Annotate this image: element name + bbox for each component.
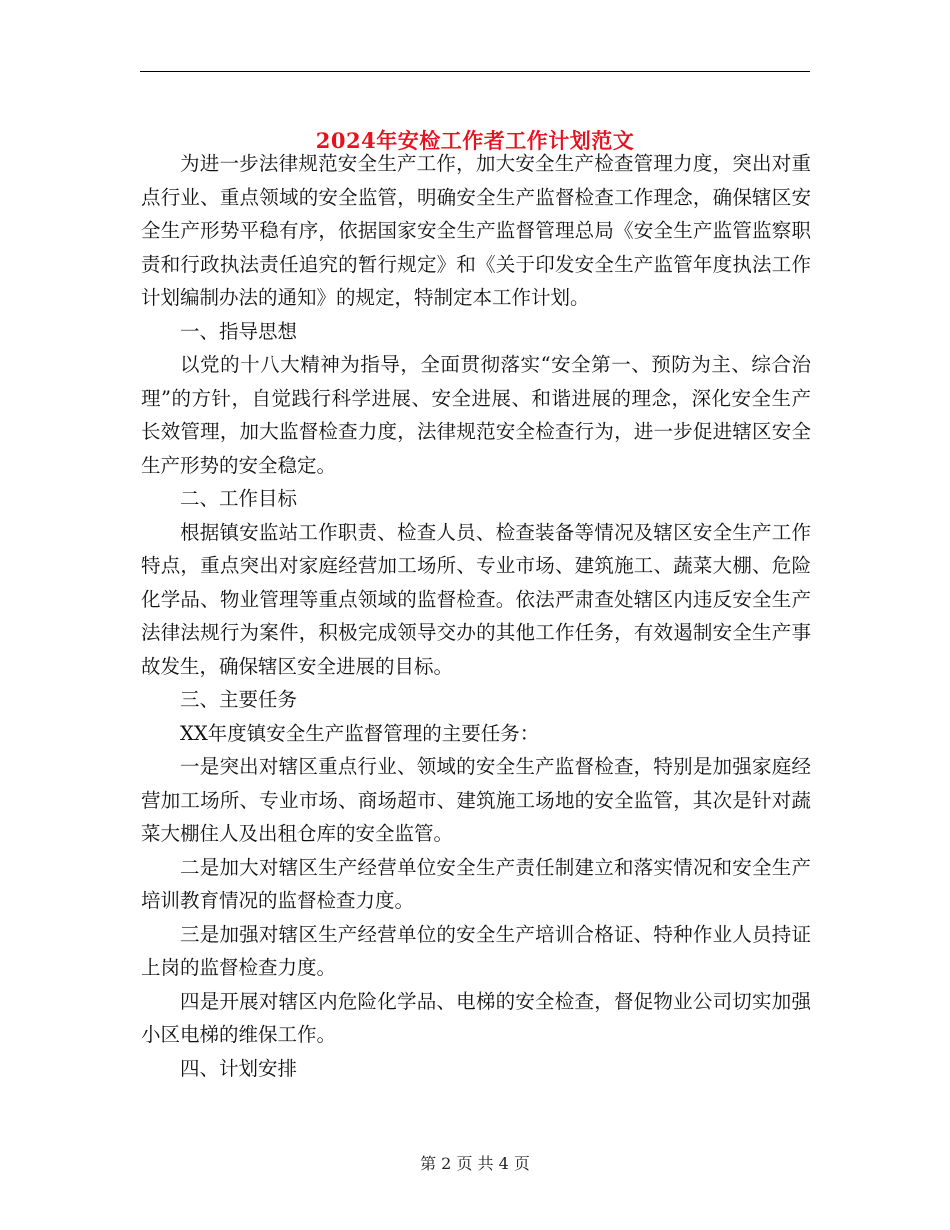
paragraph-intro: 为进一步法律规范安全生产工作，加大安全生产检查管理力度，突出对重点行业、重点领域的安全监管，明确安全生产监督检查工作理念，确保辖区安全生产形势平稳有序，依据国家安全生产监督管理总局《安全生产监管监察职责和行政执法责任追究的暂行规定》和《关于印发安全生产监管年度执法工作计划编制办法的通知》的规定，特制定本工作计划。 <box>141 152 811 309</box>
paragraph-task-2: 二是加大对辖区生产经营单位安全生产责任制建立和落实情况和安全生产培训教育情况的监督检查力度。 <box>141 855 811 912</box>
page-number: 第 2 页 共 4 页 <box>420 1154 530 1173</box>
paragraph-guiding-thought: 以党的十八大精神为指导，全面贯彻落实“安全第一、预防为主、综合治理”的方针，自觉践行科学进展、安全进展、和谐进展的理念，深化安全生产长效管理，加大监督检查力度，法律规范安全检查行为，进一步促进辖区安全生产形势的安全稳定。 <box>141 353 811 477</box>
section-heading-3: 三、主要任务 <box>180 688 298 711</box>
paragraph-task-1: 一是突出对辖区重点行业、领域的安全生产监督检查，特别是加强家庭经营加工场所、专业市场、商场超市、建筑施工场地的安全监管，其次是针对蔬菜大棚住人及出租仓库的安全监管。 <box>141 755 811 845</box>
paragraph-work-goals: 根据镇安监站工作职责、检查人员、检查装备等情况及辖区安全生产工作特点，重点突出对家庭经营加工场所、专业市场、建筑施工、蔬菜大棚、危险化学品、物业管理等重点领域的监督检查。依法严肃查处辖区内违反安全生产法律法规行为案件，积极完成领导交办的其他工作任务，有效遏制安全生产事故发生，确保辖区安全进展的目标。 <box>141 520 811 678</box>
section-heading-1: 一、指导思想 <box>180 319 298 343</box>
section-heading-4: 四、计划安排 <box>180 1056 298 1080</box>
section-heading-2: 二、工作目标 <box>180 487 298 510</box>
header-rule <box>140 71 810 72</box>
document-body <box>141 147 811 1085</box>
paragraph-task-4: 四是开展对辖区内危险化学品、电梯的安全检查，督促物业公司切实加强小区电梯的维保工作。 <box>141 989 811 1046</box>
paragraph-task-intro: XX年度镇安全生产监督管理的主要任务： <box>180 721 540 745</box>
document-title: 2024年安检工作者工作计划范文 <box>315 128 635 154</box>
paragraph-task-3: 三是加强对辖区生产经营单位的安全生产培训合格证、特种作业人员持证上岗的监督检查力度。 <box>141 922 811 979</box>
